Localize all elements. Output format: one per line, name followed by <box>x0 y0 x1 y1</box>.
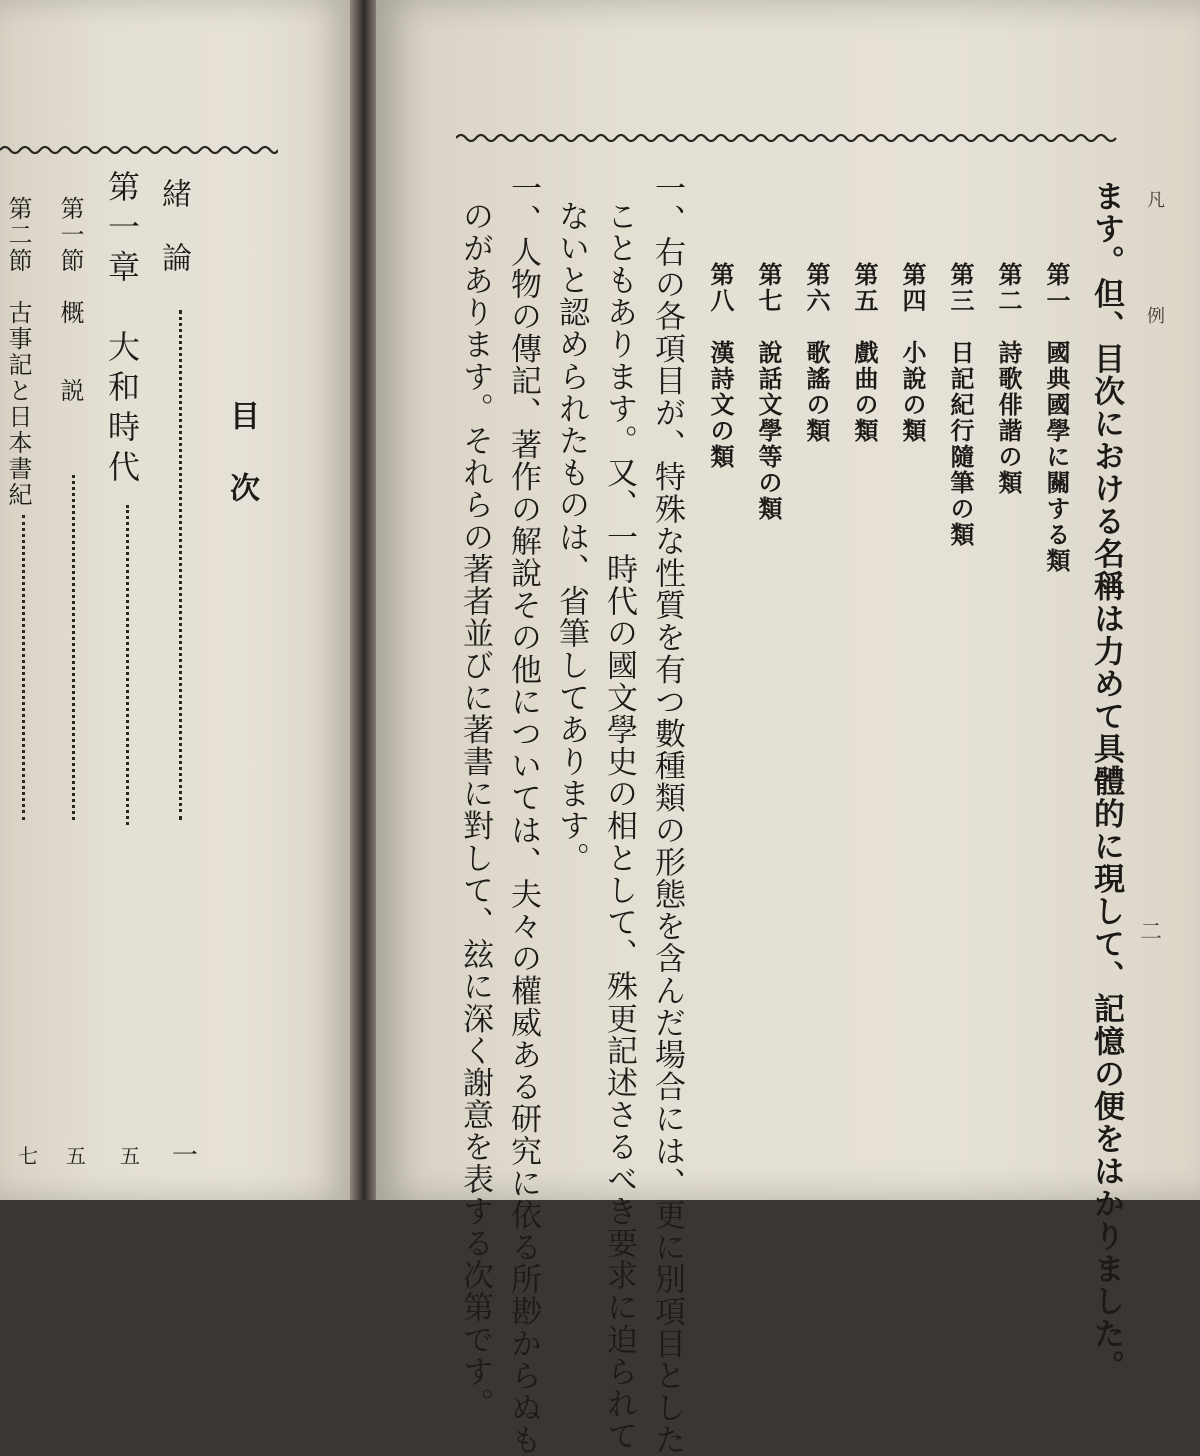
book-gutter <box>350 0 378 1200</box>
toc-dot-leader <box>179 310 182 820</box>
toc-page-number: 五 <box>66 1144 86 1168</box>
text-column: のがあります。それらの著者並びに著書に對して、玆に深く謝意を表する次第です。 <box>457 200 493 1420</box>
category-item: 第七 說話文學等の類 <box>754 262 783 522</box>
toc-entry-label: 第二節 古事記と日本書紀 <box>4 196 32 508</box>
wavy-rule-left <box>0 140 278 160</box>
category-item: 第二 詩歌俳諧の類 <box>994 262 1023 496</box>
left-page-toc <box>0 0 352 1200</box>
toc-entry-label: 第一節 概 説 <box>56 196 84 404</box>
page-number: 二 <box>1140 920 1163 945</box>
category-item: 第三 日記紀行隨筆の類 <box>946 262 975 548</box>
wavy-rule-right <box>456 128 1124 148</box>
running-head: 凡 例 <box>1144 190 1165 364</box>
category-item: 第五 戲曲の類 <box>850 262 879 444</box>
toc-page-number: 一 <box>172 1141 199 1171</box>
category-item: 第一 國典國學に關する類 <box>1042 262 1071 574</box>
toc-page-number: 七 <box>18 1144 38 1168</box>
toc-page-number: 五 <box>120 1144 140 1168</box>
toc-dot-leader <box>22 515 25 820</box>
toc-entry-label: 第一章 大和時代 <box>103 170 141 490</box>
toc-dot-leader <box>126 505 129 825</box>
text-column: 一、右の各項目が、特殊な性質を有つ數種類の形態を含んだ場合には、更に別項目とした <box>649 172 685 1456</box>
right-page-notes <box>376 0 1200 1456</box>
text-column: ないと認められたものは、省筆してあります。 <box>553 200 589 875</box>
text-column: ます。但、目次における名稱は力めて具體的に現して、記憶の便をはかりました。 <box>1088 180 1124 1383</box>
category-item: 第八 漢詩文の類 <box>706 262 735 470</box>
text-column: 一、人物の傳記、著作の解說その他については、夫々の權威ある研究に依る所尠からぬも <box>505 172 541 1456</box>
toc-entry-label: 緒 論 <box>156 178 191 274</box>
text-column: こともあります。又、一時代の國文學史の相として、殊更記述さるべき要求に迫られて <box>601 200 637 1452</box>
toc-title: 目 次 <box>224 400 259 508</box>
category-item: 第六 歌謠の類 <box>802 262 831 444</box>
toc-dot-leader <box>72 475 75 820</box>
category-item: 第四 小說の類 <box>898 262 927 444</box>
